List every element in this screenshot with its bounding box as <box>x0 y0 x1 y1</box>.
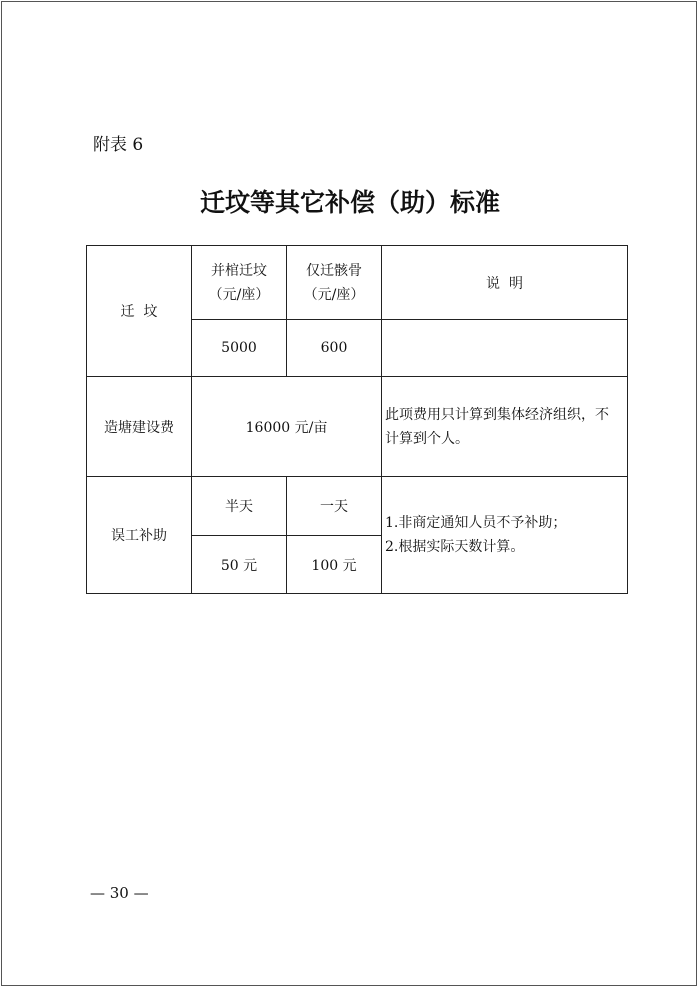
half-day-value: 50 元 <box>192 536 287 594</box>
full-day-header: 一天 <box>287 477 382 536</box>
half-day-header: 半天 <box>192 477 287 536</box>
pond-label: 造塘建设费 <box>87 377 192 477</box>
page-title: 迁坟等其它补偿（助）标准 <box>199 188 500 217</box>
table-row <box>87 246 628 320</box>
page-number: — 30 — <box>90 884 149 902</box>
pond-note: 此项费用只计算到集体经济组织，不计算到个人。 <box>382 377 628 477</box>
lost-work-label: 误工补助 <box>87 477 192 594</box>
pond-value: 16000 元/亩 <box>192 377 382 477</box>
grave-move-label: 迁 坟 <box>87 246 192 377</box>
table-row <box>87 477 628 536</box>
full-day-value: 100 元 <box>287 536 382 594</box>
bones-move-value: 600 <box>287 320 382 377</box>
coffin-move-value: 5000 <box>192 320 287 377</box>
col-header-explanation: 说 明 <box>382 246 628 320</box>
col-header-bones-move: 仅迁骸骨 （元/座） <box>287 246 382 320</box>
grave-move-note <box>382 320 628 377</box>
compensation-table <box>86 245 628 594</box>
col-header-coffin-move: 并棺迁坟 （元/座） <box>192 246 287 320</box>
appendix-label: 附表 6 <box>93 135 144 155</box>
table-row <box>87 377 628 477</box>
lost-work-note: 1.非商定通知人员不予补助； 2.根据实际天数计算。 <box>382 477 628 594</box>
